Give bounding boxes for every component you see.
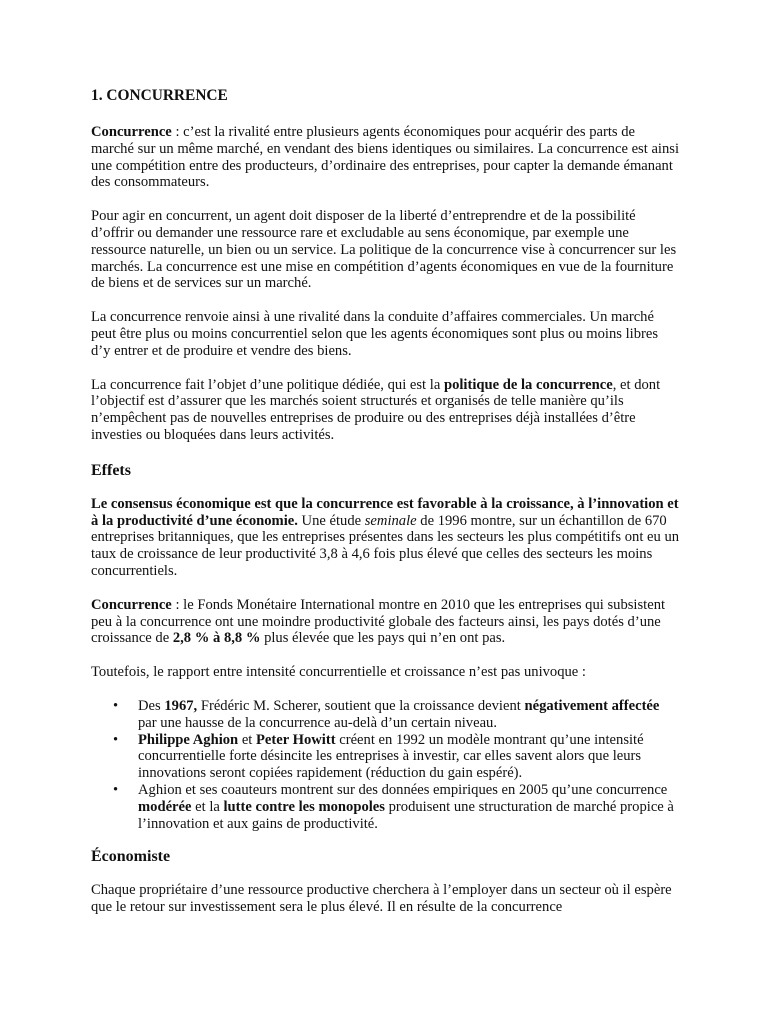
term-bold: Concurrence (91, 124, 172, 140)
paragraph-text: , et dont l’objectif est d’assurer que les marchés soient structurés et organisés de telle manière qu’ils n’empêchent pas de nouvelles entreprises de produire ou des entreprises déjà installées d’être investies ou bloquées dans leurs activités. (91, 376, 661, 443)
heading-economiste: Économiste (91, 848, 171, 866)
paragraph-definition (91, 124, 681, 191)
term-bold: Concurrence (91, 596, 172, 613)
heading-effets: Effets (91, 461, 131, 479)
bold-text: 2,8 % à 8,8 % (172, 630, 261, 647)
main-heading: 1. CONCURRENCE (91, 87, 228, 104)
paragraph-rivalite: La concurrence renvoie ainsi à une rivalité dans la conduite d’affaires commerciales. Un marché peut être plus ou moins concurrentiel selon que les agents économiques sont plus ou moins libres d’y entrer et de produire et vendre des biens. (91, 309, 659, 359)
list-item: • Aghion et ses coauteurs montrent sur des données empiriques en 2005 qu’une concurrence modérée et la lutte contre les monopoles produisent une structuration de marché propice à l’innovation et aux gains de productivité. (138, 782, 681, 832)
paragraph-text: La concurrence fait l’objet d’une politique dédiée, qui est la (91, 376, 444, 393)
paragraph-text: Une étude (297, 512, 365, 529)
italic-text: seminale (364, 512, 417, 529)
paragraph-agir: Pour agir en concurrent, un agent doit disposer de la liberté d’entreprendre et de la possibilité d’offrir ou demander une ressource rare et excludable au sens économique, par exemple une ressource naturelle, un bien ou un service. La politique de la concurrence vise à concurrencer sur les marchés. La concurrence est une mise en compétition d’agents économiques en vue de la fourniture de biens et de services sur un marché. (91, 208, 677, 292)
bullet-list (91, 698, 681, 832)
paragraph-text: plus élevée que les pays qui n’en ont pas. (260, 630, 506, 647)
paragraph-text: : c’est la rivalité entre plusieurs agents économiques pour acquérir des parts de marché sur un même marché, en vendant des biens identiques ou similaires. La concurrence est ainsi une compétition entre des producteurs, d’ordinaire des entreprises, pour capter la demande émanant des consommateurs. (91, 124, 680, 191)
paragraph-consensus (91, 496, 681, 580)
paragraph-text: de 1996 montre, sur un échantillon de 670 entreprises britanniques, que les entreprises présentes dans les secteurs les plus compétitifs ont eu un taux de croissance de leur productivité 3,8 à 4,6 fois plus élevé que celles des secteurs les moins concurrentiels. (91, 512, 680, 579)
paragraph-proprietaire: Chaque propriétaire d’une ressource productive cherchera à l’employer dans un secteur où il espère que le retour sur investissement sera le plus élevé. Il en résulte de la concurrence (91, 882, 672, 916)
list-item: • Philippe Aghion et Peter Howitt créent en 1992 un modèle montrant qu’une intensité concurrentielle forte désincite les entreprises à investir, car elles savent alors que leurs innovations seront copiées rapidement (réduction du gain espéré). (138, 732, 681, 782)
paragraph-text: : le Fonds Monétaire International montre en 2010 que les entreprises qui subsistent peu à la concurrence ont une moindre productivité globale des facteurs ainsi, les pays dotés d’une croissance de (91, 596, 666, 647)
paragraph-politique (91, 377, 681, 444)
document-body (91, 86, 681, 933)
bold-text: politique de la concurrence (443, 376, 613, 393)
list-item: • Des 1967, Frédéric M. Scherer, soutient que la croissance devient négativement affectée par une hausse de la concurrence au-delà d’un certain niveau. (138, 698, 681, 732)
paragraph-toutefois: Toutefois, le rapport entre intensité concurrentielle et croissance n’est pas univoque : (91, 664, 586, 681)
bold-text: Le consensus économique est que la concurrence est favorable à la croissance, à l’innovation et à la productivité d’une économie. (91, 495, 679, 529)
paragraph-fmi (91, 597, 681, 647)
